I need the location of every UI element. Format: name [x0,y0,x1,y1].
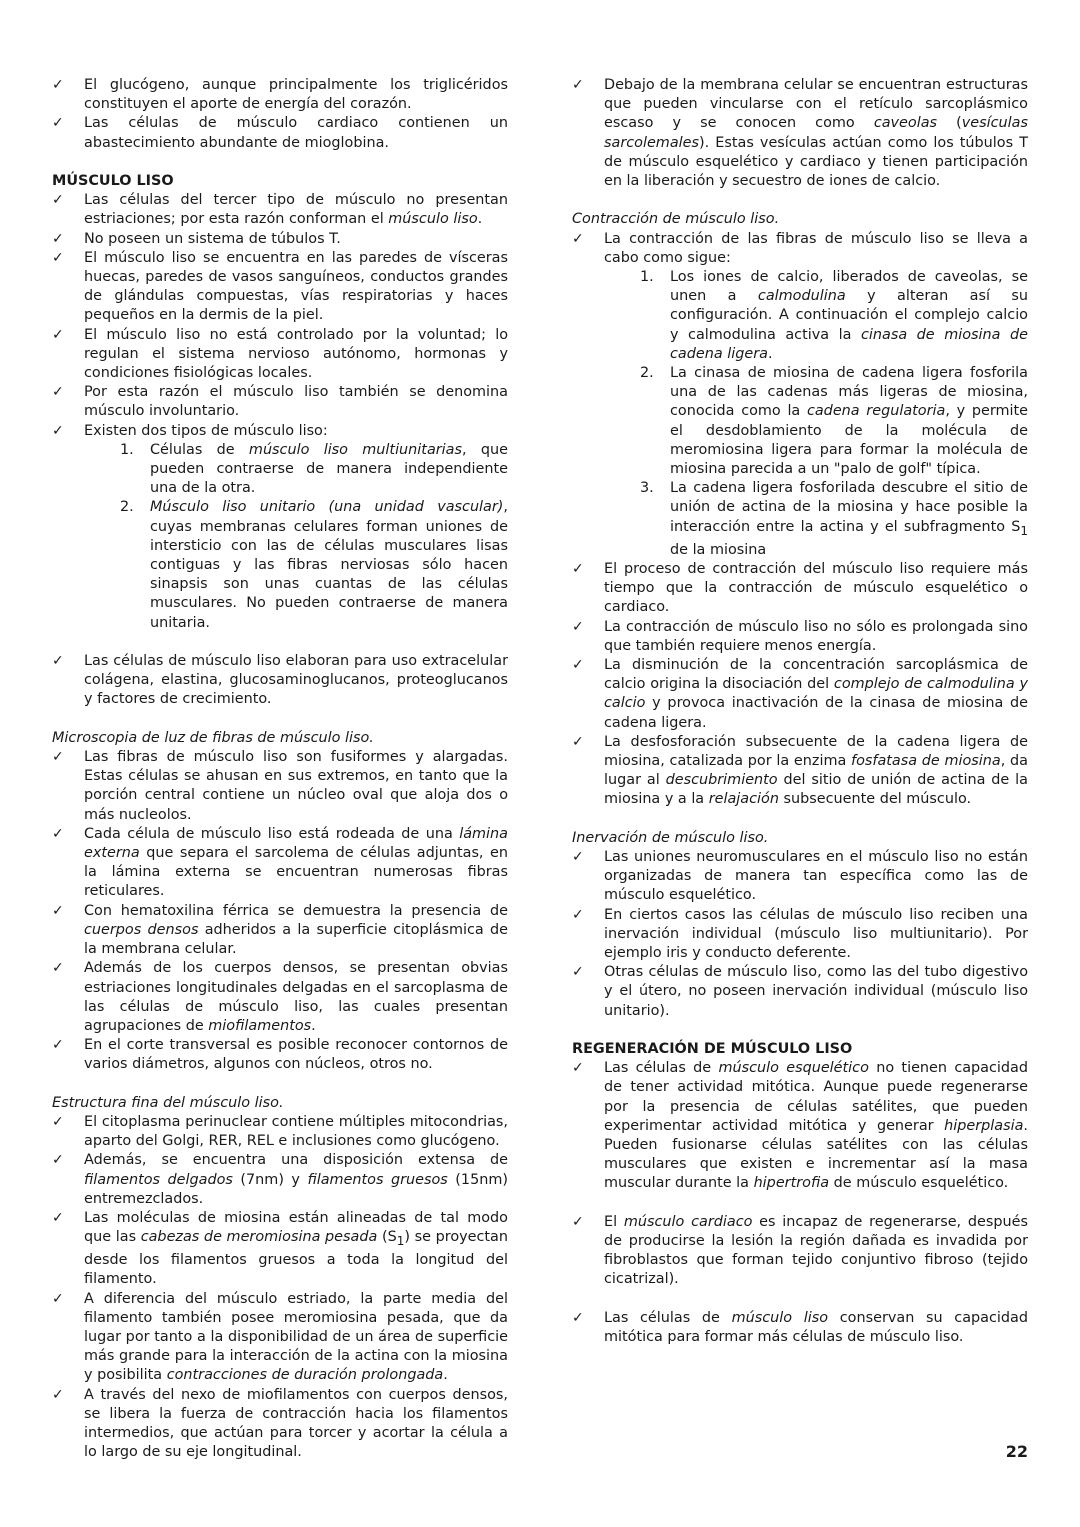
item-text: Las células de músculo cardiaco contienen un abastecimiento abundante de mioglobina. [84,115,508,151]
check-item: ✓ A través del nexo de miofilamentos con cuerpos densos, se libera la fuerza de contracción hacia los filamentos intermedios, que actúan para torcer y acortar la célula a lo largo de su eje longitudinal. [52,1386,508,1463]
spacer [52,633,508,652]
check-item: ✓ El músculo cardiaco es incapaz de regenerarse, después de producirse la lesión la región dañada es invadida por fibroblastos que forman tejido conjuntivo fibroso (tejido cicatrizal). [572,1213,1028,1290]
check-item [52,114,508,152]
numbered-item: 1. Células de músculo liso multiunitarias, que pueden contraerse de manera independiente una de la otra. [120,441,508,497]
check-item: ✓ Existen dos tipos de músculo liso: [52,422,508,441]
check-item: ✓ Otras células de músculo liso, como las del tubo digestivo y el útero, no poseen inervación individual (músculo liso unitario). [572,963,1028,1021]
check-item: ✓ La contracción de músculo liso no sólo es prolongada sino que también requiere menos energía. [572,618,1028,656]
page-number: 22 [1005,1442,1028,1461]
subsection-title: Estructura fina del músculo liso. [52,1094,284,1111]
subsection-title: Contracción de músculo liso. [572,211,780,228]
subsection-title: Microscopia de luz de fibras de músculo liso. [52,729,374,746]
check-item: ✓ Las células de músculo liso conservan su capacidad mitótica para formar más células de músculo liso. [572,1309,1028,1347]
check-item: ✓ Las moléculas de miosina están alineadas de tal modo que las cabezas de meromiosina pesada $(S_1)$ se proyectan desde los filamentos gruesos a toda la longitud del filamento. [52,1209,508,1290]
spacer [572,1290,1028,1309]
check-item [52,76,508,114]
numbered-item: 2. Músculo liso unitario (una unidad vascular), cuyas membranas celulares forman uniones de intersticio con las de células musculares lisas contiguas y las fibras nerviosas sólo hacen sinapsis son unas cuantas de las células musculares. No pueden contraerse de manera unitaria. [120,499,508,631]
check-item: ✓ La disminución de la concentración sarcoplásmica de calcio origina la disociación del complejo de calmodulina y calcio y provoca inactivación de la cinasa de miosina de cadena ligera. [572,656,1028,733]
spacer [52,1075,508,1094]
check-item: ✓ Las células de músculo esquelético no tienen capacidad de tener actividad mitótica. Aunque puede regenerarse por la presencia de células satélites, que pueden experimentar actividad mitótica y generar hiperplasia. Pueden fusionarse células satélites con las células musculares que existen e incrementar así la masa muscular durante la hipertrofia de músculo esquelético. [572,1059,1028,1193]
numbered-item: 1. Los iones de calcio, liberados de caveolas, se unen a calmodulina y alteran así su configuración. A continuación el complejo calcio y calmodulina activa la cinasa de miosina de cadena ligera. [640,269,1028,362]
check-item: ✓ A diferencia del músculo estriado, la parte media del filamento también posee meromiosina pesada, que da lugar por tanto a la disponibilidad de un área de superficie más grande para la interacción de la actina con la miosina y posibilita contracciones de duración prolongada. [52,1290,508,1386]
check-item: ✓ En ciertos casos las células de músculo liso reciben una inervación individual (músculo liso multiunitario). Por ejemplo iris y conducto deferente. [572,906,1028,964]
numbered-item: 2. La cinasa de miosina de cadena ligera fosforila una de las cadenas más ligeras de miosina, conocida como la cadena regulatoria, y permite el desdoblamiento de la molécula de meromiosina ligera para formar la molécula de miosina parecida a un "palo de golf" típica. [640,365,1028,478]
check-item: ✓ Cada célula de músculo liso está rodeada de una lámina externa que separa el sarcolema de células adjuntas, en la lámina externa se encuentran numerosas fibras reticulares. [52,825,508,902]
check-item: ✓ Las fibras de músculo liso son fusiformes y alargadas. Estas células se ahusan en sus extremos, en tanto que la porción central contiene un núcleo oval que aloja dos o más nucleolos. [52,748,508,825]
spacer [572,1194,1028,1213]
spacer [572,191,1028,210]
left-column [52,76,508,1462]
check-item: ✓ Las uniones neuromusculares en el músculo liso no están organizadas de manera tan específica como las de músculo esquelético. [572,848,1028,906]
section-heading: MÚSCULO LISO [52,173,174,189]
subsection-title: Inervación de músculo liso. [572,829,769,846]
check-item: ✓ El músculo liso se encuentra en las paredes de vísceras huecas, paredes de vasos sanguíneos, conductos grandes de glándulas compuestas, vías respiratorias y haces pequeños en la dermis de la piel. [52,249,508,326]
section-heading: REGENERACIÓN DE MÚSCULO LISO [572,1040,853,1057]
item-text: El glucógeno, aunque principalmente los triglicéridos constituyen el aporte de energía del corazón. [84,77,508,113]
spacer [52,153,508,172]
check-item: ✓ La desfosforación subsecuente de la cadena ligera de miosina, catalizada por la enzima fosfatasa de miosina, da lugar al descubrimiento del sitio de unión de actina de la miosina y a la relajación subsecuente del músculo. [572,733,1028,810]
check-item: ✓ Las células del tercer tipo de músculo no presentan estriaciones; por esta razón conforman el músculo liso. [52,191,508,229]
spacer [572,810,1028,829]
check-item: ✓ Además de los cuerpos densos, se presentan obvias estriaciones longitudinales delgadas en el sarcoplasma de las células de músculo liso, las cuales presentan agrupaciones de miofilamentos. [52,959,508,1036]
check-item: ✓ Además, se encuentra una disposición extensa de filamentos delgados (7nm) y filamentos gruesos (15nm) entremezclados. [52,1151,508,1209]
check-item: ✓ Debajo de la membrana celular se encuentran estructuras que pueden vincularse con el retículo sarcoplásmico escaso y se conocen como caveolas (vesículas sarcolemales). Estas vesículas actúan como los túbulos T de músculo esquelético y cardiaco y tienen participación en la liberación y secuestro de iones de calcio. [572,76,1028,191]
check-item: ✓ Con hematoxilina férrica se demuestra la presencia de cuerpos densos adheridos a la superficie citoplásmica de la membrana celular. [52,902,508,960]
spacer [572,1021,1028,1040]
right-column [572,76,1028,1347]
check-item: ✓ El proceso de contracción del músculo liso requiere más tiempo que la contracción de músculo esquelético o cardiaco. [572,560,1028,618]
spacer [52,710,508,729]
check-item: ✓ Por esta razón el músculo liso también se denomina músculo involuntario. [52,383,508,421]
check-item: ✓ La contracción de las fibras de músculo liso se lleva a cabo como sigue: [572,230,1028,268]
check-item: ✓ Las células de músculo liso elaboran para uso extracelular colágena, elastina, glucosaminoglucanos, proteoglucanos y factores de crecimiento. [52,652,508,710]
check-item: ✓ El músculo liso no está controlado por la voluntad; lo regulan el sistema nervioso autónomo, hormonas y condiciones fisiológicas locales. [52,326,508,384]
check-item: ✓ El citoplasma perinuclear contiene múltiples mitocondrias, aparto del Golgi, RER, REL e inclusiones como glucógeno. [52,1113,508,1151]
check-item: ✓ No poseen un sistema de túbulos T. [52,230,508,249]
numbered-item: 3. La cadena ligera fosforilada descubre el sitio de unión de actina de la miosina y hace posible la interacción entre la actina y el subfragmento $S_1$ de la miosina [640,480,1028,558]
check-item: ✓ En el corte transversal es posible reconocer contornos de varios diámetros, algunos con núcleos, otros no. [52,1036,508,1074]
